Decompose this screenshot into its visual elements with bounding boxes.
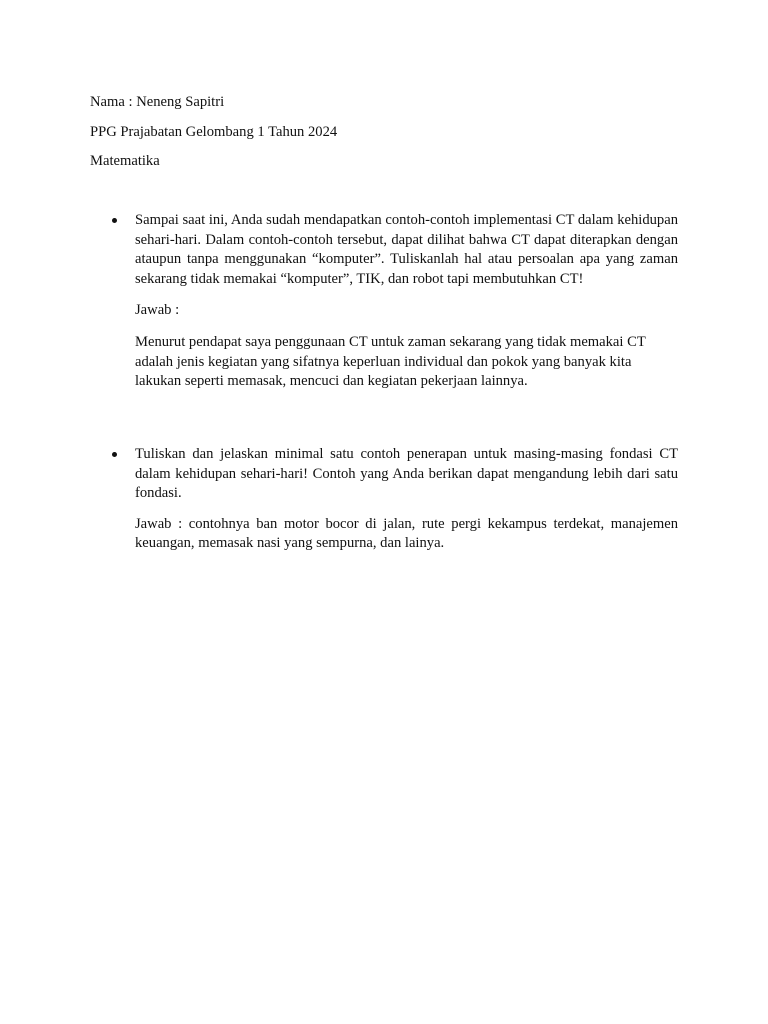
bullet-icon [112,452,117,457]
list-item-body [135,445,678,554]
answer-text: Jawab : contohnya ban motor bocor di jalan, rute pergi kekampus terdekat, manajemen keuangan, memasak nasi yang sempurna, dan lainya. [135,515,678,552]
question-text: Sampai saat ini, Anda sudah mendapatkan contoh-contoh implementasi CT dalam kehidupan sehari-hari. Dalam contoh-contoh tersebut, dapat dilihat bahwa CT dapat diterapkan dengan ataupun tanpa menggunakan “komputer”. Tuliskanlah hal atau persoalan apa yang zaman sekarang tidak memakai “komputer”, TIK, dan robot tapi membutuhkan CT! [135,212,678,287]
question-text: Tuliskan dan jelaskan minimal satu contoh penerapan untuk masing-masing fondasi CT dalam kehidupan sehari-hari! Contoh yang Anda berikan dapat mengandung lebih dari satu fondasi. [135,446,678,502]
answer-label: Jawab : [135,302,180,319]
bullet-icon [112,218,117,223]
subject-line: Matematika [90,153,160,169]
program-line: PPG Prajabatan Gelombang 1 Tahun 2024 [90,124,338,140]
student-name-line: Nama : Neneng Sapitri [90,94,225,110]
list-item [90,211,678,392]
list-item [90,445,678,554]
list-item-body [135,211,678,392]
answer-text: Menurut pendapat saya penggunaan CT untuk zaman sekarang yang tidak memakai CT adalah jenis kegiatan yang sifatnya keperluan individual dan pokok yang banyak kita lakukan seperti memasak, mencuci dan kegiatan pekerjaan lainnya. [135,333,646,390]
